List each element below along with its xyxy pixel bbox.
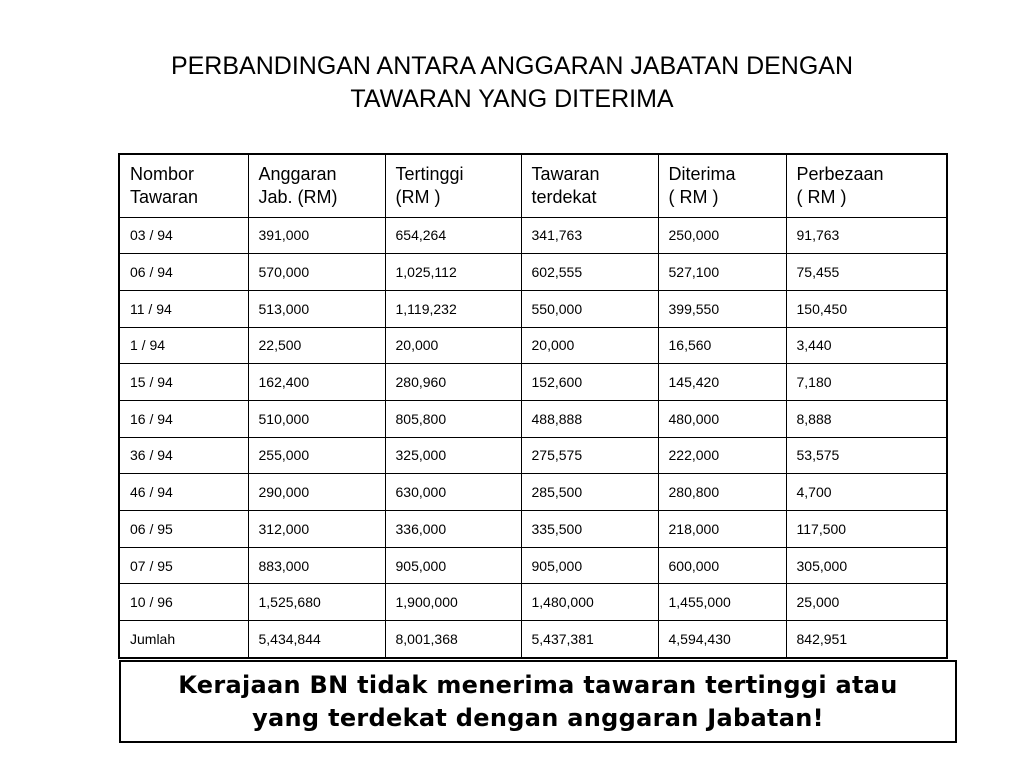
cell-tawaran-terdekat: 341,763 [521,217,658,254]
cell-diterima: 1,455,000 [658,584,786,621]
cell-tertinggi: 905,000 [385,547,521,584]
cell-tertinggi: 1,119,232 [385,290,521,327]
cell-tawaran-terdekat: 152,600 [521,364,658,401]
header-tawaran-terdekat: Tawaran terdekat [521,155,658,217]
table-row [120,364,946,401]
cell-nombor-tawaran: 06 / 95 [120,511,248,548]
cell-anggaran: 162,400 [248,364,385,401]
cell-nombor-tawaran: 46 / 94 [120,474,248,511]
cell-perbezaan: 25,000 [786,584,946,621]
cell-nombor-tawaran: 36 / 94 [120,437,248,474]
cell-diterima: 218,000 [658,511,786,548]
table-total-row [120,621,946,658]
cell-tawaran-terdekat: 335,500 [521,511,658,548]
cell-diterima: 527,100 [658,254,786,291]
cell-perbezaan: 91,763 [786,217,946,254]
cell-nombor-tawaran: 16 / 94 [120,400,248,437]
cell-tawaran-terdekat: 275,575 [521,437,658,474]
cell-tertinggi: 8,001,368 [385,621,521,658]
cell-tawaran-terdekat: 550,000 [521,290,658,327]
cell-diterima: 399,550 [658,290,786,327]
cell-tawaran-terdekat: 285,500 [521,474,658,511]
cell-diterima: 250,000 [658,217,786,254]
table-row [120,217,946,254]
cell-tawaran-terdekat: 20,000 [521,327,658,364]
cell-diterima: 222,000 [658,437,786,474]
cell-tertinggi: 336,000 [385,511,521,548]
cell-tertinggi: 654,264 [385,217,521,254]
title-line-1: PERBANDINGAN ANTARA ANGGARAN JABATAN DENGAN [170,52,854,80]
cell-nombor-tawaran: 15 / 94 [120,364,248,401]
cell-tawaran-terdekat: 1,480,000 [521,584,658,621]
cell-perbezaan: 7,180 [786,364,946,401]
cell-tertinggi: 1,025,112 [385,254,521,291]
header-tertinggi: Tertinggi (RM ) [385,155,521,217]
cell-anggaran: 255,000 [248,437,385,474]
cell-tertinggi: 630,000 [385,474,521,511]
cell-perbezaan: 53,575 [786,437,946,474]
cell-nombor-tawaran: 10 / 96 [120,584,248,621]
header-perbezaan: Perbezaan ( RM ) [786,155,946,217]
cell-tawaran-terdekat: 602,555 [521,254,658,291]
cell-tawaran-terdekat: 905,000 [521,547,658,584]
cell-tertinggi: 325,000 [385,437,521,474]
comparison-table [120,155,946,657]
cell-tertinggi: 1,900,000 [385,584,521,621]
cell-anggaran: 510,000 [248,400,385,437]
cell-diterima: 280,800 [658,474,786,511]
cell-perbezaan: 150,450 [786,290,946,327]
table-row [120,327,946,364]
cell-diterima: 16,560 [658,327,786,364]
cell-nombor-tawaran: 07 / 95 [120,547,248,584]
cell-anggaran: 5,434,844 [248,621,385,658]
title-line-2: TAWARAN YANG DITERIMA [350,85,674,113]
conclusion-note [119,660,957,743]
cell-perbezaan: 305,000 [786,547,946,584]
cell-perbezaan: 8,888 [786,400,946,437]
table-body [120,217,946,657]
note-line-2: yang terdekat dengan anggaran Jabatan! [252,704,824,732]
cell-anggaran: 290,000 [248,474,385,511]
cell-anggaran: 1,525,680 [248,584,385,621]
cell-perbezaan: 117,500 [786,511,946,548]
cell-diterima: 480,000 [658,400,786,437]
cell-anggaran: 391,000 [248,217,385,254]
cell-diterima: 145,420 [658,364,786,401]
table-row [120,584,946,621]
cell-tertinggi: 20,000 [385,327,521,364]
table-header-row [120,155,946,217]
cell-diterima: 600,000 [658,547,786,584]
cell-nombor-tawaran: 06 / 94 [120,254,248,291]
note-line-1: Kerajaan BN tidak menerima tawaran tertinggi atau [178,671,898,699]
cell-anggaran: 22,500 [248,327,385,364]
table-row [120,547,946,584]
cell-anggaran: 513,000 [248,290,385,327]
cell-nombor-tawaran: Jumlah [120,621,248,658]
cell-diterima: 4,594,430 [658,621,786,658]
cell-nombor-tawaran: 1 / 94 [120,327,248,364]
cell-perbezaan: 75,455 [786,254,946,291]
cell-perbezaan: 3,440 [786,327,946,364]
cell-perbezaan: 842,951 [786,621,946,658]
cell-perbezaan: 4,700 [786,474,946,511]
table-row [120,511,946,548]
table-row [120,400,946,437]
table-row [120,474,946,511]
comparison-table-frame [118,153,948,659]
cell-tertinggi: 805,800 [385,400,521,437]
cell-anggaran: 883,000 [248,547,385,584]
cell-tawaran-terdekat: 5,437,381 [521,621,658,658]
header-anggaran: Anggaran Jab. (RM) [248,155,385,217]
cell-nombor-tawaran: 03 / 94 [120,217,248,254]
table-row [120,254,946,291]
cell-anggaran: 312,000 [248,511,385,548]
cell-nombor-tawaran: 11 / 94 [120,290,248,327]
slide-title [0,50,1024,116]
cell-tertinggi: 280,960 [385,364,521,401]
header-diterima: Diterima ( RM ) [658,155,786,217]
table-row [120,290,946,327]
header-nombor-tawaran: Nombor Tawaran [120,155,248,217]
cell-anggaran: 570,000 [248,254,385,291]
cell-tawaran-terdekat: 488,888 [521,400,658,437]
table-row [120,437,946,474]
